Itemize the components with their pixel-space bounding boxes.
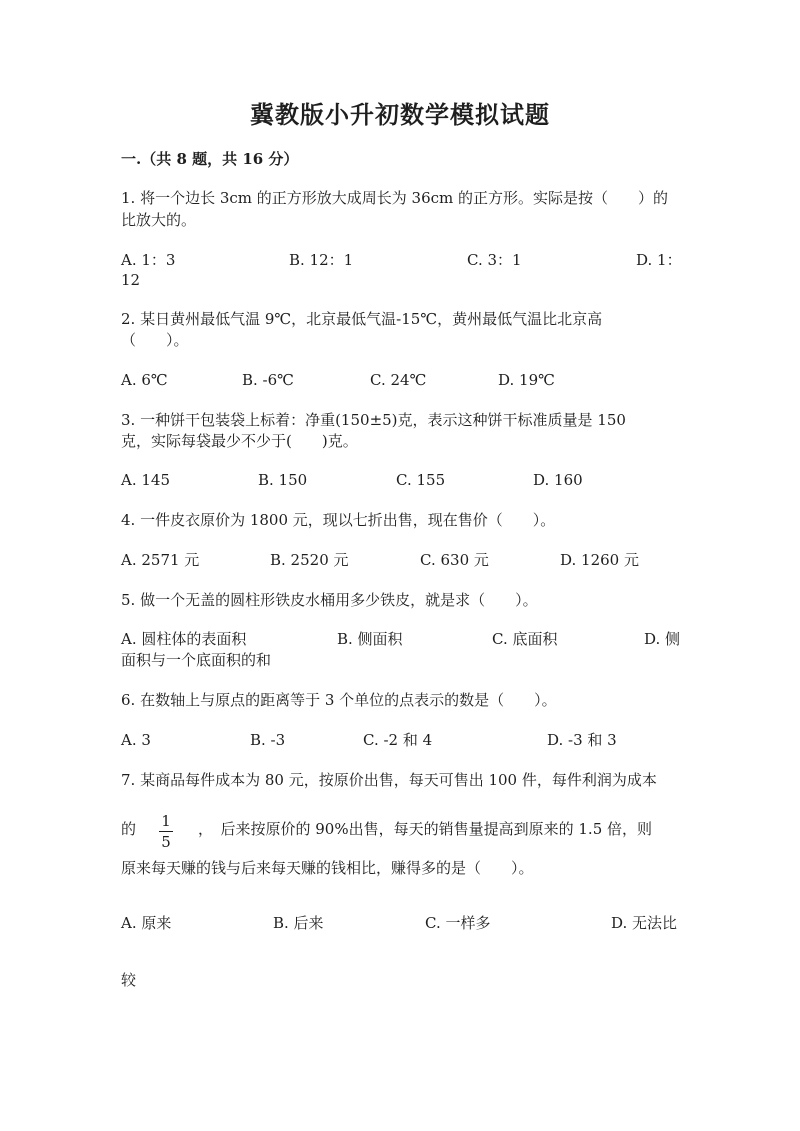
question-3-line-1: 3. 一种饼干包装袋上标着：净重(150±5)克，表示这种饼干标准质量是 150 bbox=[121, 411, 626, 429]
question-2-option-d: D. 19℃ bbox=[498, 371, 555, 389]
question-6-option-d: D. -3 和 3 bbox=[547, 731, 617, 749]
fraction-denominator: 5 bbox=[161, 833, 171, 851]
question-5-option-d: D. 侧 bbox=[644, 630, 681, 648]
question-7-line-2-suffix: ， 后来按原价的 90%出售，每天的销售量提高到原来的 1.5 倍，则 bbox=[198, 820, 653, 838]
question-4-option-b: B. 2520 元 bbox=[270, 551, 349, 569]
question-5-option-b: B. 侧面积 bbox=[337, 630, 403, 648]
question-1-line-1: 1. 将一个边长 3cm 的正方形放大成周长为 36cm 的正方形。实际是按（ ）的 bbox=[121, 189, 669, 207]
question-5-line-1: 5. 做一个无盖的圆柱形铁皮水桶用多少铁皮，就是求（ ）。 bbox=[121, 591, 538, 609]
question-7-option-c: C. 一样多 bbox=[425, 914, 491, 932]
question-4-line-1: 4. 一件皮衣原价为 1800 元，现以七折出售，现在售价（ ）。 bbox=[121, 511, 556, 529]
question-4-option-d: D. 1260 元 bbox=[560, 551, 639, 569]
question-3-option-d: D. 160 bbox=[533, 471, 583, 489]
fraction-bar bbox=[159, 831, 173, 832]
question-2-line-2: （ ）。 bbox=[121, 331, 189, 349]
question-7-option-b: B. 后来 bbox=[273, 914, 324, 932]
question-3-option-c: C. 155 bbox=[396, 471, 446, 489]
question-6-option-a: A. 3 bbox=[121, 731, 151, 749]
question-7-line-3: 原来每天赚的钱与后来每天赚的钱相比，赚得多的是（ ）。 bbox=[121, 859, 534, 877]
question-7-option-d-continued: 较 bbox=[121, 971, 137, 989]
question-1-option-c: C. 3：1 bbox=[467, 251, 522, 269]
page-title: 冀教版小升初数学模拟试题 bbox=[250, 100, 550, 129]
fraction-numerator: 1 bbox=[161, 812, 171, 830]
question-2-option-a: A. 6℃ bbox=[121, 371, 168, 389]
section-heading: 一.（共 8 题，共 16 分） bbox=[121, 150, 299, 168]
question-3-line-2: 克，实际每袋最少不少于( )克。 bbox=[121, 432, 358, 450]
question-3-option-a: A. 145 bbox=[121, 471, 170, 489]
question-1-option-b: B. 12：1 bbox=[289, 251, 354, 269]
question-6-option-c: C. -2 和 4 bbox=[363, 731, 433, 749]
question-7-line-2-prefix: 的 bbox=[121, 820, 137, 838]
question-3-option-b: B. 150 bbox=[258, 471, 308, 489]
question-7-line-1: 7. 某商品每件成本为 80 元，按原价出售，每天可售出 100 件，每件利润为成本 bbox=[121, 771, 657, 789]
question-1-option-d: D. 1： bbox=[636, 251, 682, 269]
question-1-option-a: A. 1：3 bbox=[121, 251, 176, 269]
question-5-option-a: A. 圆柱体的表面积 bbox=[121, 630, 247, 648]
question-5-option-c: C. 底面积 bbox=[492, 630, 558, 648]
question-7-option-a: A. 原来 bbox=[121, 914, 172, 932]
question-5-option-d-continued: 面积与一个底面积的和 bbox=[121, 651, 272, 669]
question-1-option-d-continued: 12 bbox=[121, 271, 141, 289]
question-2-line-1: 2. 某日黄州最低气温 9℃，北京最低气温-15℃，黄州最低气温比北京高 bbox=[121, 310, 603, 328]
question-4-option-c: C. 630 元 bbox=[420, 551, 489, 569]
question-6-option-b: B. -3 bbox=[250, 731, 286, 749]
question-7-option-d: D. 无法比 bbox=[611, 914, 678, 932]
fraction-one-fifth bbox=[159, 812, 173, 851]
question-2-option-c: C. 24℃ bbox=[370, 371, 427, 389]
question-6-line-1: 6. 在数轴上与原点的距离等于 3 个单位的点表示的数是（ ）。 bbox=[121, 691, 557, 709]
question-1-line-2: 比放大的。 bbox=[121, 211, 197, 229]
question-4-option-a: A. 2571 元 bbox=[121, 551, 200, 569]
question-2-option-b: B. -6℃ bbox=[242, 371, 294, 389]
